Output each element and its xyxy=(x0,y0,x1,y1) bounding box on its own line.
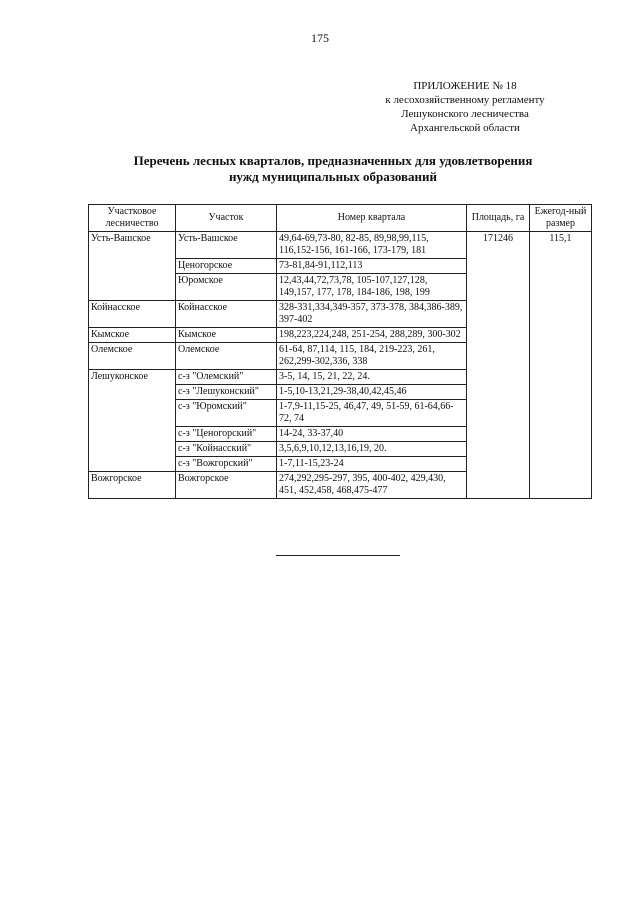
quarters-cell: 1-7,11-15,23-24 xyxy=(277,457,467,472)
appendix-forestry: Лешуконского лесничества xyxy=(401,108,529,120)
plot-cell: с-з "Лешуконский" xyxy=(176,385,277,400)
forestry-cell: Олемское xyxy=(89,343,176,370)
quarters-cell: 49,64-69,73-80, 82-85, 89,98,99,115, 116,152-156, 161-166, 173-179, 181 xyxy=(277,232,467,259)
appendix-region: Архангельской области xyxy=(410,122,520,134)
header-area: Площадь, га xyxy=(467,205,530,232)
table-row xyxy=(89,232,592,259)
plot-cell: с-з "Вожгорский" xyxy=(176,457,277,472)
table-header-row xyxy=(89,205,592,232)
plot-cell: Кымское xyxy=(176,328,277,343)
header-quarters: Номер квартала xyxy=(277,205,467,232)
plot-cell: Ценогорское xyxy=(176,259,277,274)
forestry-cell: Лешуконское xyxy=(89,370,176,472)
plot-cell: Койнасское xyxy=(176,301,277,328)
document-title xyxy=(88,153,578,185)
signature-line xyxy=(276,555,400,556)
quarters-cell: 1-5,10-13,21,29-38,40,42,45,46 xyxy=(277,385,467,400)
quarters-cell: 3,5,6,9,10,12,13,16,19, 20. xyxy=(277,442,467,457)
header-annual: Ежегод-ный размер xyxy=(530,205,592,232)
plot-cell: Усть-Вашское xyxy=(176,232,277,259)
header-plot: Участок xyxy=(176,205,277,232)
plot-cell: с-з "Койнасский" xyxy=(176,442,277,457)
quarters-cell: 328-331,334,349-357, 373-378, 384,386-389, 397-402 xyxy=(277,301,467,328)
plot-cell: Олемское xyxy=(176,343,277,370)
quarters-cell: 61-64, 87,114, 115, 184, 219-223, 261, 262,299-302,336, 338 xyxy=(277,343,467,370)
quarters-cell: 3-5, 14, 15, 21, 22, 24. xyxy=(277,370,467,385)
forestry-cell: Койнасское xyxy=(89,301,176,328)
forestry-cell: Кымское xyxy=(89,328,176,343)
quarters-cell: 73-81,84-91,112,113 xyxy=(277,259,467,274)
plot-cell: с-з "Олемский" xyxy=(176,370,277,385)
forestry-cell: Вожгорское xyxy=(89,472,176,499)
plot-cell: с-з "Юромский" xyxy=(176,400,277,427)
forestry-cell: Усть-Вашское xyxy=(89,232,176,301)
plot-cell: Юромское xyxy=(176,274,277,301)
page-number: 175 xyxy=(311,31,329,45)
document-title-line-1: Перечень лесных кварталов, предназначенных для удовлетворения xyxy=(133,153,533,168)
appendix-header xyxy=(360,79,570,135)
quarters-cell: 198,223,224,248, 251-254, 288,289, 300-302 xyxy=(277,328,467,343)
appendix-regulation: к лесохозяйственному регламенту xyxy=(385,94,545,106)
plot-cell: Вожгорское xyxy=(176,472,277,499)
forest-quarters-table xyxy=(88,204,592,499)
area-cell: 171246 xyxy=(467,232,530,499)
quarters-cell: 1-7,9-11,15-25, 46,47, 49, 51-59, 61-64,66-72, 74 xyxy=(277,400,467,427)
quarters-cell: 14-24, 33-37,40 xyxy=(277,427,467,442)
annual-cell: 115,1 xyxy=(530,232,592,499)
document-title-line-2: нужд муниципальных образований xyxy=(228,169,438,184)
header-forestry: Участковое лесничество xyxy=(89,205,176,232)
quarters-cell: 12,43,44,72,73,78, 105-107,127,128, 149,157, 177, 178, 184-186, 198, 199 xyxy=(277,274,467,301)
plot-cell: с-з "Ценогорский" xyxy=(176,427,277,442)
appendix-title: ПРИЛОЖЕНИЕ № 18 xyxy=(413,80,517,92)
quarters-cell: 274,292,295-297, 395, 400-402, 429,430, 451, 452,458, 468,475-477 xyxy=(277,472,467,499)
